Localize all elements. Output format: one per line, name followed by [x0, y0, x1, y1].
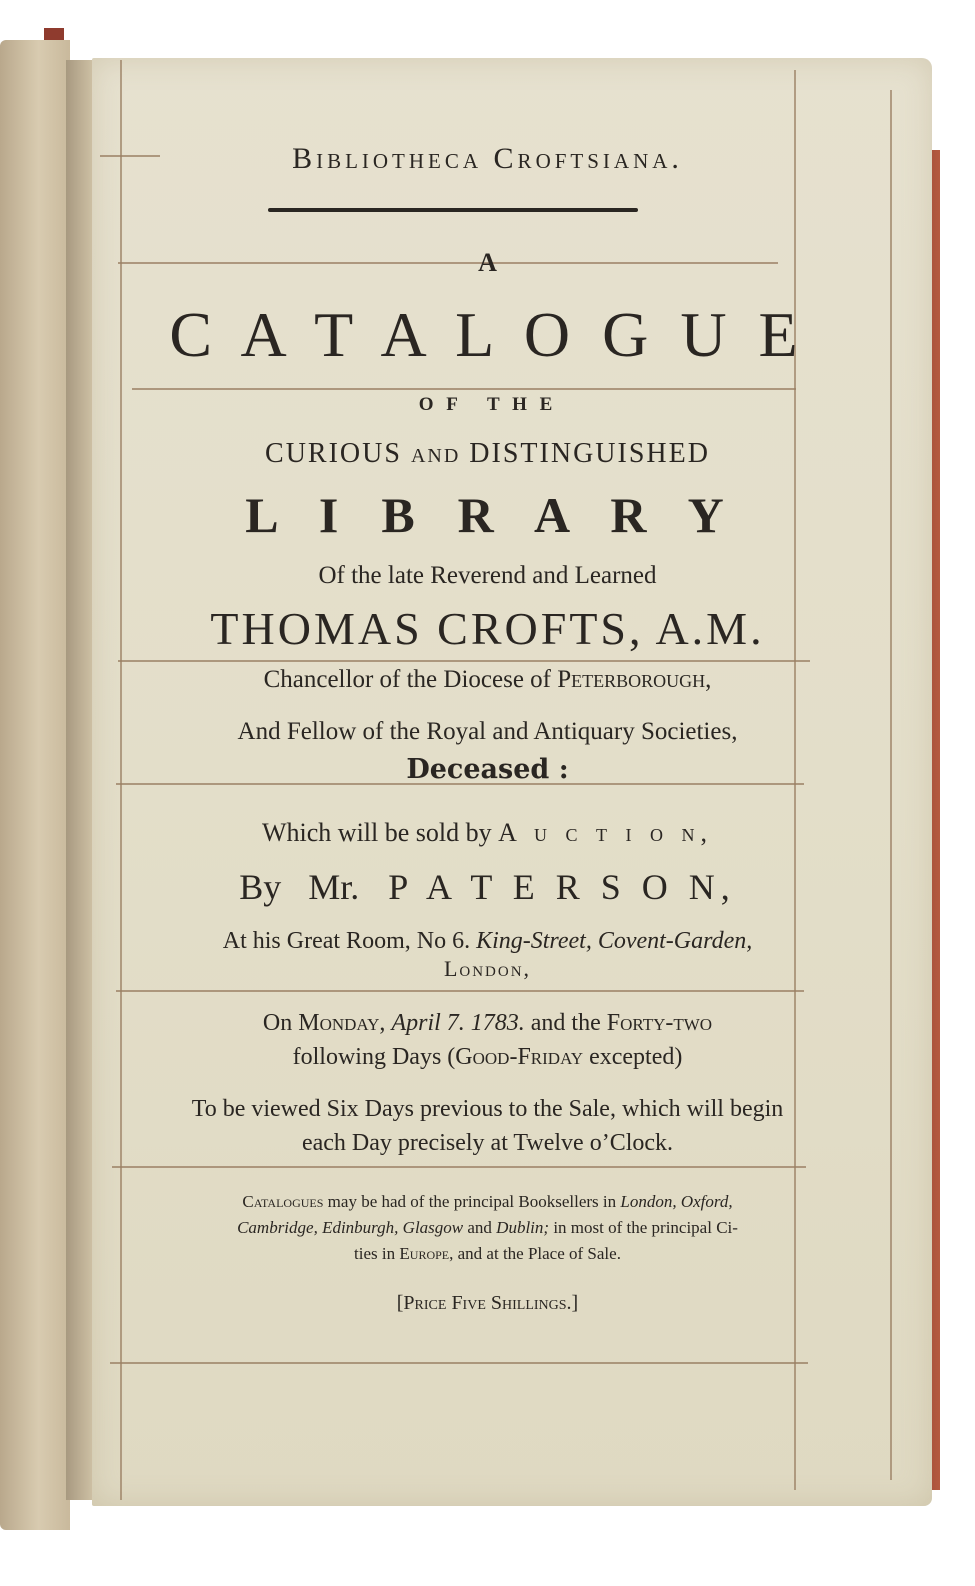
sale-date: April 7. 1783.: [391, 1010, 525, 1036]
catalogues-word: Catalogues: [242, 1192, 324, 1211]
sold-by-line: [0, 818, 975, 848]
dublin: Dublin;: [496, 1218, 550, 1237]
auction: A u c t i o n,: [498, 818, 713, 847]
of-the-late: Of the late Reverend and Learned: [318, 562, 657, 589]
following-line: [0, 1044, 975, 1071]
booksellers-line-1: [0, 1192, 975, 1212]
and-the: and the: [530, 1010, 601, 1036]
king-street: King-Street, Covent-Garden,: [476, 928, 753, 954]
paterson: P A T E R S O N,: [388, 867, 736, 907]
booksellers-line-2: [0, 1218, 975, 1238]
ties-in: ties in: [354, 1244, 396, 1263]
excepted-text: excepted): [589, 1044, 683, 1070]
library-title: L I B R A R Y: [245, 487, 730, 543]
place-of-sale: and at the Place of Sale.: [457, 1244, 621, 1263]
price: [Price Five Shillings.]: [396, 1292, 579, 1314]
london: London,: [443, 956, 532, 981]
monday: Monday,: [298, 1010, 386, 1036]
deceased: Deceased :: [406, 754, 569, 785]
catalogues-text: may be had of the principal Booksellers in: [327, 1192, 617, 1211]
chancellor-text: Chancellor of the Diocese of: [263, 666, 551, 693]
rule-2: [132, 388, 796, 390]
series-title: Bibliotheca Croftsiana.: [292, 142, 683, 175]
curious-line: [0, 438, 975, 470]
forty-two: Forty-two: [606, 1010, 713, 1036]
chancellor-line: [0, 666, 975, 694]
cities-2: Cambridge, Edinburgh, Glasgow: [237, 1218, 464, 1237]
peterborough: Peterborough,: [557, 666, 712, 693]
mr-word: Mr.: [308, 867, 360, 907]
fellow-line: And Fellow of the Royal and Antiquary Societies,: [237, 718, 738, 745]
rule-3: [118, 660, 810, 662]
author-name: THOMAS CROFTS, A.M.: [210, 603, 765, 654]
on-word: On: [262, 1010, 293, 1036]
europe: Europe,: [399, 1244, 454, 1263]
good-friday: Good-Friday: [455, 1044, 584, 1070]
of-the: O F T H E: [418, 394, 557, 415]
by-word: By: [239, 867, 282, 907]
principal-cities: in most of the principal Ci-: [553, 1218, 738, 1237]
and-2: and: [467, 1218, 492, 1237]
rule-7: [110, 1362, 808, 1364]
catalogue-title: C A T A L O G U E: [169, 299, 806, 370]
booksellers-line-3: [0, 1244, 975, 1264]
at-room: At his Great Room, No 6.: [222, 928, 471, 954]
article: A: [478, 248, 497, 277]
viewed-line-2: each Day precisely at Twelve o’Clock.: [301, 1130, 674, 1156]
paterson-line: [0, 866, 975, 908]
cities-1: London, Oxford,: [620, 1192, 733, 1211]
distinguished: DISTINGUISHED: [469, 438, 710, 469]
date-line: [0, 1010, 975, 1037]
following-text: following Days (: [292, 1044, 456, 1070]
rule-5: [116, 990, 804, 992]
and-word: AND: [410, 445, 461, 467]
curious: CURIOUS: [265, 438, 402, 469]
title-rule: [268, 208, 638, 212]
rule-6: [112, 1166, 806, 1168]
sold-by-text: Which will be sold by: [262, 818, 492, 847]
viewed-line-1: To be viewed Six Days previous to the Sale, which will begin: [191, 1096, 784, 1122]
room-line: [0, 928, 975, 955]
